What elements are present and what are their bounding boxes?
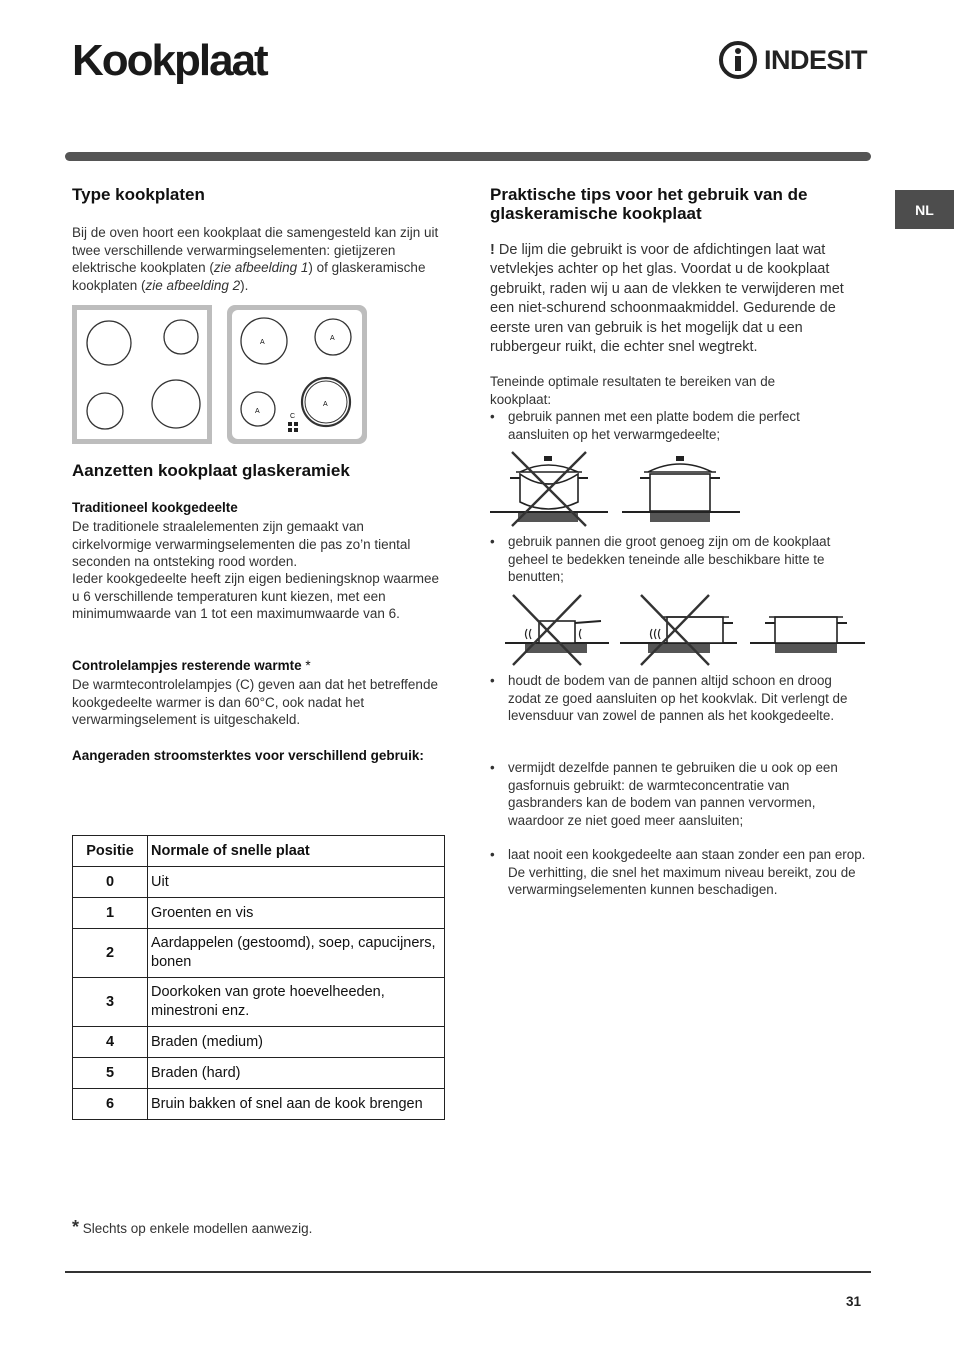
footer-rule bbox=[65, 1271, 871, 1273]
traditional-paragraph: De traditionele straalelementen zijn gemaakt van cirkelvormige verwarmingselementen die pas zo’n tiental seconden na ontsteking rood worden. bbox=[72, 519, 411, 569]
warning-paragraph: ! De lijm die gebruikt is voor de afdichtingen laat wat vetvlekjes achter op het glas. Voordat u de kookplaat gebruikt, raden wij u aan de vlekken te verwijderen met een niet-schurend schoonmaakmiddel. Gedurende de eerste uren van gebruik is het mogelijk dat u een rubbergeur ruikt, die echter snel wegtrekt. bbox=[490, 242, 844, 356]
section-heading-type: Type kookplaten bbox=[72, 185, 205, 204]
section-heading-ceramic: Aanzetten kookplaat glaskeramiek bbox=[72, 461, 350, 480]
residual-heat-paragraph: De warmtecontrolelampjes (C) geven aan dat het betreffende kookgedeelte warmer is dan 60°C, ook nadat het verwarmingselement is uitgeschakeld. bbox=[72, 677, 438, 727]
small-pan-wrong-icon bbox=[505, 595, 609, 665]
traditional-paragraph-2: Ieder kookgedeelte heeft zijn eigen bedieningsknop waarmee u 6 verschillende temperaturen kunt kiezen, met een minimumwaarde van 1 tot een maximumwaarde van 6. bbox=[72, 571, 440, 621]
zone-label-a: A bbox=[260, 339, 265, 346]
table-row: 2 Aardappelen (gestoomd), soep, capucijners, bonen bbox=[73, 929, 445, 978]
list-item: • houdt de bodem van de pannen altijd schoon en droog zodat ze goed aansluiten op het kookvlak. Dit verlengt de levensduur van zowel de pannen als het kookgedeelte. bbox=[490, 673, 848, 723]
list-item: • gebruik pannen die groot genoeg zijn om de kookplaat geheel te bedekken teneinde alle beschikbare hitte te benutten; bbox=[490, 534, 831, 584]
table-row: 6 Bruin bakken of snel aan de kook brengen bbox=[73, 1089, 445, 1120]
table-header-row bbox=[73, 836, 445, 867]
correct-pan-icon bbox=[622, 456, 740, 522]
list-item: • gebruik pannen met een platte bodem die perfect aansluiten op het verwarmgedeelte; bbox=[490, 409, 800, 442]
tips-intro: Teneinde optimale resultaten te bereiken van de kookplaat: bbox=[490, 374, 776, 407]
subheading-power-settings: Aangeraden stroomsterktes voor verschillend gebruik: bbox=[72, 748, 424, 763]
zone-label-a: A bbox=[255, 408, 260, 415]
figure-glass-ceramic-hob bbox=[227, 305, 367, 444]
residual-heat-lamps-icon bbox=[288, 422, 298, 432]
column-header-position: Positie bbox=[73, 836, 148, 867]
wrong-pan-icon bbox=[490, 452, 608, 526]
table-row: 1 Groenten en vis bbox=[73, 898, 445, 929]
table-row: 5 Braden (hard) bbox=[73, 1058, 445, 1089]
footnote: * Slechts op enkele modellen aanwezig. bbox=[72, 1217, 313, 1237]
brand-name: INDESIT bbox=[764, 44, 868, 75]
page-number: 31 bbox=[846, 1294, 862, 1309]
zone-label-a: A bbox=[330, 335, 335, 342]
brand-logo bbox=[718, 40, 867, 80]
medium-pan-wrong-icon bbox=[620, 595, 737, 665]
tips-heading: Praktische tips voor het gebruik van de glaskeramische kookplaat bbox=[490, 185, 808, 223]
zone-label-a: A bbox=[323, 401, 328, 408]
language-tab: NL bbox=[895, 190, 954, 229]
warning-mark: ! bbox=[490, 242, 495, 258]
indesit-logo-icon bbox=[718, 40, 758, 80]
pan-size-illustration bbox=[505, 593, 865, 668]
power-settings-table bbox=[72, 835, 445, 1120]
subheading-traditional: Traditioneel kookgedeelte bbox=[72, 500, 238, 515]
footnote-star: * bbox=[72, 1217, 80, 1237]
subheading-residual-heat: Controlelampjes resterende warmte * bbox=[72, 658, 311, 673]
list-item: • vermijdt dezelfde pannen te gebruiken die u ook op een gasfornuis gebruikt: de warmteconcentratie van gasbranders kan de bodem van pannen vervormen, waardoor ze niet goed meer aansluiten; bbox=[490, 760, 838, 828]
flat-bottom-pan-illustration bbox=[490, 450, 740, 528]
table-row: 3 Doorkoken van grote hoevelheeden, minestroni enz. bbox=[73, 978, 445, 1027]
header-rule bbox=[65, 152, 871, 161]
hob-plates-drawing bbox=[77, 310, 207, 439]
intro-paragraph: Bij de oven hoort een kookplaat die samengesteld kan zijn uit twee verschillende verwarmingselementen: gietijzeren elektrische kookplaten (zie afbeelding 1) of glaskeramische kookplaten (zie afbeelding 2). bbox=[72, 225, 439, 293]
figure-cast-iron-hob bbox=[72, 305, 212, 444]
table-row: 0 Uit bbox=[73, 867, 445, 898]
indicator-label-c: C bbox=[290, 413, 296, 420]
page-title: Kookplaat bbox=[72, 36, 267, 85]
list-item: • laat nooit een kookgedeelte aan staan zonder een pan erop. De verhitting, die snel het maximum niveau bereikt, zou de verwarmingselementen kunnen beschadigen. bbox=[490, 847, 866, 897]
hob-ceramic-drawing bbox=[232, 310, 362, 439]
right-size-pan-icon bbox=[750, 617, 865, 653]
column-header-plate: Normale of snelle plaat bbox=[148, 836, 445, 867]
table-row: 4 Braden (medium) bbox=[73, 1027, 445, 1058]
